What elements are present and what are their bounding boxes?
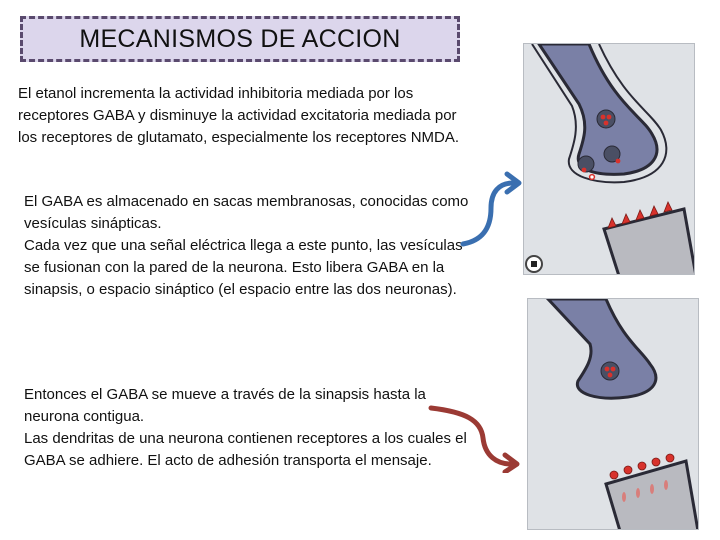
curved-arrow-icon	[455, 170, 525, 250]
stop-icon[interactable]	[525, 255, 543, 273]
synapse-illustration	[528, 299, 699, 530]
paragraph-line: Las dendritas de una neurona contienen receptores a los cuales el GABA se adhiere. El acto de adhesión transporta el mensaje.	[24, 430, 467, 469]
paragraph-line: Cada vez que una señal eléctrica llega a este punto, las vesículas se fusionan con la pared de la neurona. Esto libera GABA en la sinapsis, o espacio sináptico (el espacio entre las dos neuronas).	[24, 237, 463, 298]
synapse-diagram-release	[523, 43, 695, 275]
paragraph-line: El GABA es almacenado en sacas membranosas, conocidas como vesículas sinápticas.	[24, 193, 469, 232]
synapse-illustration	[524, 44, 695, 275]
paragraph-ethanol: El etanol incrementa la actividad inhibitoria mediada por los receptores GABA y disminuye la actividad excitatoria mediada por los receptores de glutamato, especialmente los receptores NMDA.	[18, 85, 460, 146]
paragraph-gaba-storage	[24, 191, 474, 301]
synapse-diagram-binding	[527, 298, 699, 530]
title-text: MECANISMOS DE ACCION	[79, 24, 401, 53]
paragraph-gaba-synapse	[24, 384, 474, 472]
page-title	[20, 16, 460, 62]
paragraph-line: Entonces el GABA se mueve a través de la sinapsis hasta la neurona contigua.	[24, 386, 426, 425]
curved-arrow-icon	[425, 398, 525, 473]
